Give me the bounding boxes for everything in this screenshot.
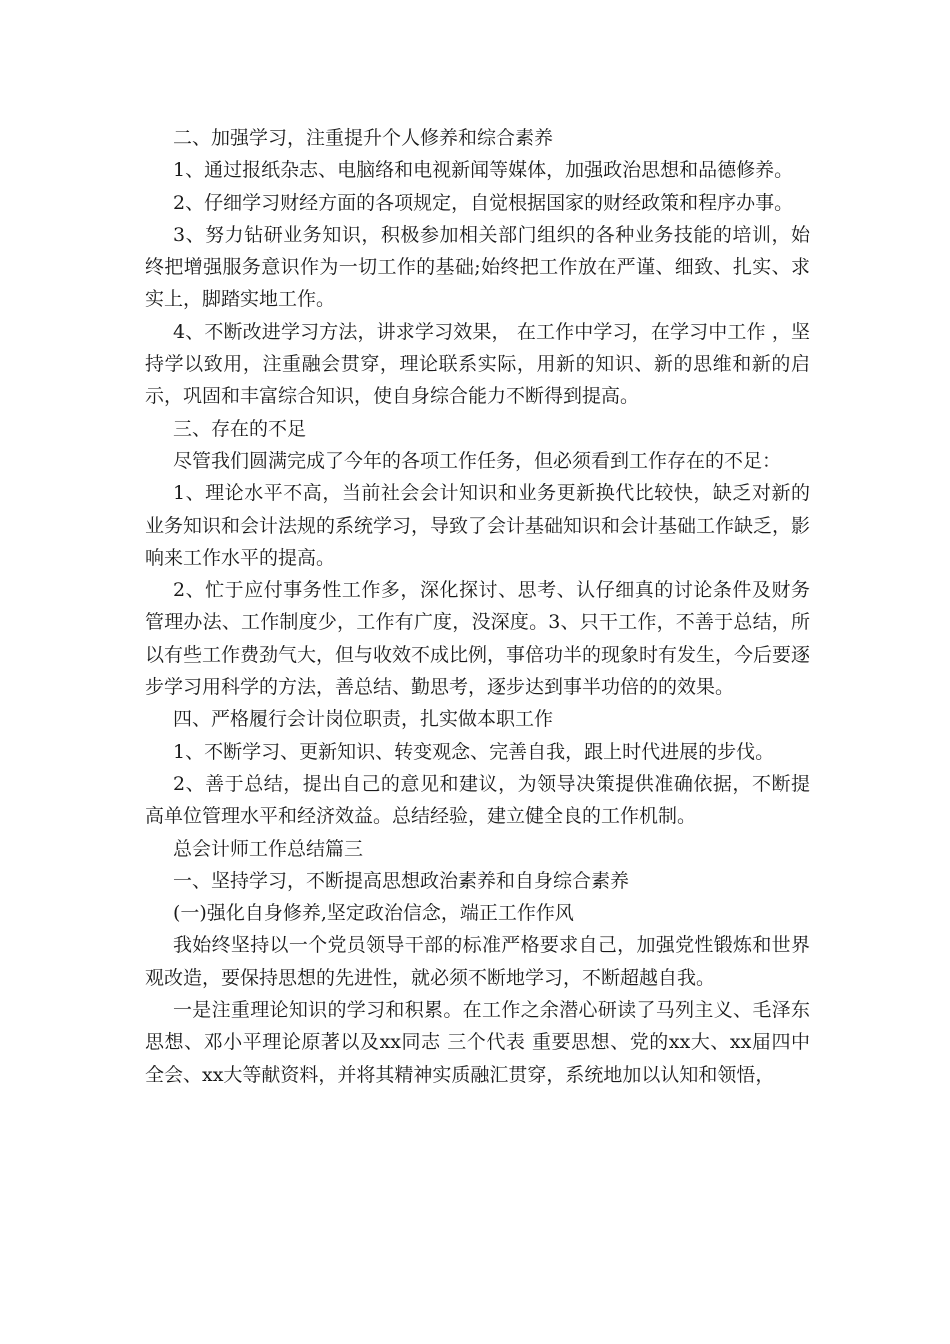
- chapter-title: 总会计师工作总结篇三: [173, 837, 364, 860]
- document-body: [145, 122, 810, 1091]
- paragraph-item: 尽管我们圆满完成了今年的各项工作任务，但必须看到工作存在的不足：: [173, 449, 782, 472]
- section-heading-persist-learning: 一、坚持学习，不断提高思想政治素养和自身综合素养: [173, 869, 630, 892]
- paragraph-item: 4、不断改进学习方法，讲求学习效果， 在工作中学习，在学习中工作 ，坚持学以致用，注重融会贯穿，理论联系实际，用新的知识、新的思维和新的启示，巩固和丰富综合知识，使自身综合能力不断得到提高。: [145, 320, 810, 408]
- paragraph-item: 一是注重理论知识的学习和积累。在工作之余潜心研读了马列主义、毛泽东思想、邓小平理论原著以及xx同志 三个代表 重要思想、党的xx大、xx届四中全会、xx大等献资料，并将其精神实质融汇贯穿，系统地加以认知和领悟，: [145, 999, 810, 1086]
- paragraph-item: 2、忙于应付事务性工作多，深化探讨、思考、认仔细真的讨论条件及财务管理办法、工作制度少，工作有广度，没深度。3、只干工作，不善于总结，所以有些工作费劲气大，但与收效不成比例，事倍功半的现象时有发生，今后要逐步学习用科学的方法，善总结、勤思考，逐步达到事半功倍的的效果。: [145, 579, 811, 699]
- subsection-heading: (一)强化自身修养,坚定政治信念，端正工作作风: [173, 902, 574, 925]
- section-heading-duties: 四、严格履行会计岗位职责，扎实做本职工作: [173, 708, 554, 731]
- paragraph-item: 2、善于总结，提出自己的意见和建议，为领导决策提供准确依据，不断提高单位管理水平和经济效益。总结经验，建立健全良的工作机制。: [145, 772, 810, 828]
- paragraph-item: 1、通过报纸杂志、电脑络和电视新闻等媒体，加强政治思想和品德修养。: [173, 159, 794, 182]
- paragraph-item: 2、仔细学习财经方面的各项规定，自觉根据国家的财经政策和程序办事。: [173, 191, 794, 214]
- section-heading-shortcomings: 三、存在的不足: [173, 417, 307, 440]
- paragraph-item: 1、理论水平不高，当前社会会计知识和业务更新换代比较快，缺乏对新的业务知识和会计法规的系统学习，导致了会计基础知识和会计基础工作缺乏，影响来工作水平的提高。: [145, 482, 811, 569]
- paragraph-item: 我始终坚持以一个党员领导干部的标准严格要求自己，加强党性锻炼和世界观改造，要保持思想的先进性，就必须不断地学习，不断超越自我。: [145, 934, 810, 989]
- section-heading-strengthen-learning: 二、加强学习，注重提升个人修养和综合素养: [173, 127, 554, 149]
- paragraph-item: 3、努力钻研业务知识，积极参加相关部门组织的各种业务技能的培训，始终把增强服务意识作为一切工作的基础;始终把工作放在严谨、细致、扎实、求实上，脚踏实地工作。: [145, 223, 810, 311]
- paragraph-item: 1、不断学习、更新知识、转变观念、完善自我，跟上时代进展的步伐。: [173, 740, 775, 763]
